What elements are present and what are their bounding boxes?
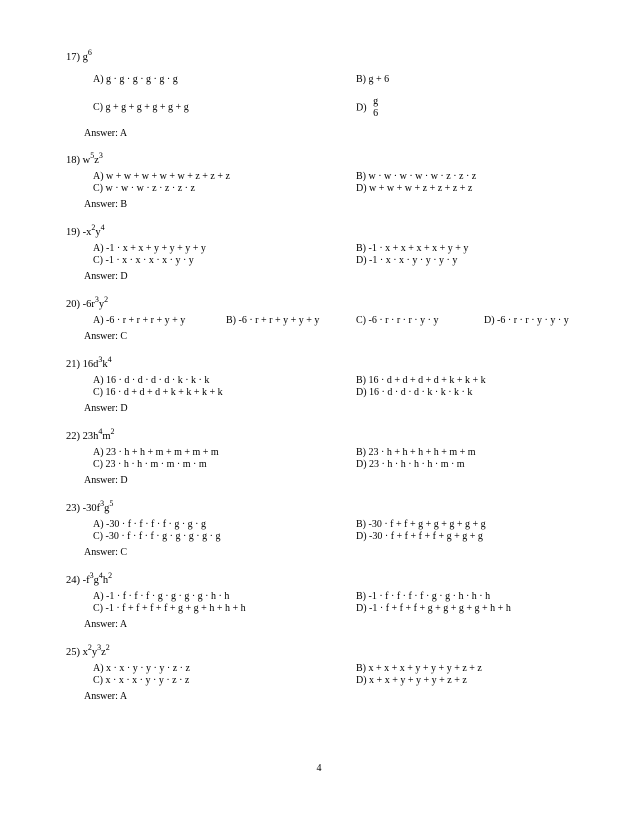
exponent: 3 [98, 151, 103, 160]
question-17 [66, 48, 586, 142]
option-b: B) -6 · r + r + y + y + y [226, 315, 320, 326]
fraction-numerator: g [373, 96, 379, 107]
question-expression [82, 643, 110, 658]
variable-base: h [102, 575, 109, 586]
variable-base: r [91, 299, 95, 310]
fraction-denominator: 6 [373, 108, 379, 119]
answer-label: Answer: [84, 475, 118, 486]
option-a: A) x · x · y · y · y · z · z [93, 663, 190, 674]
answer-value: C [120, 547, 128, 558]
question-18-prompt [66, 151, 103, 166]
exponent: 4 [98, 427, 103, 436]
exponent: 3 [98, 355, 103, 364]
question-number: 23) [66, 503, 80, 514]
answer-label: Answer: [84, 619, 118, 630]
answer-line [84, 619, 127, 630]
option-c: C) -1 · x · x · x · x · y · y [93, 255, 194, 266]
variable-base: x [82, 647, 88, 658]
answer-value: B [120, 199, 128, 210]
answer-value: A [119, 128, 128, 139]
coefficient: - [82, 575, 87, 586]
question-25-prompt [66, 643, 110, 658]
option-d: D) 23 · h · h · h · h · m · m [356, 459, 465, 470]
answer-value: A [119, 691, 128, 702]
answer-line [84, 331, 127, 342]
coefficient: - [82, 227, 87, 238]
option-a: A) g · g · g · g · g · g [93, 74, 178, 85]
answer-label: Answer: [84, 403, 118, 414]
answer-value: D [120, 271, 128, 282]
question-expression [82, 355, 112, 370]
answer-label: Answer: [84, 199, 118, 210]
coefficient: 16 [82, 359, 94, 370]
question-21 [66, 355, 586, 419]
question-number: 19) [66, 227, 80, 238]
option-d: D) -30 · f + f + f + f + g + g + g [356, 531, 483, 542]
question-23 [66, 499, 586, 563]
question-expression [82, 48, 92, 63]
answer-label: Answer: [84, 128, 118, 139]
question-23-prompt [66, 499, 114, 514]
question-number: 25) [66, 647, 80, 658]
answer-value: A [119, 619, 128, 630]
variable-base: m [102, 431, 111, 442]
answer-value: D [120, 475, 128, 486]
question-24-prompt [66, 571, 113, 586]
question-20 [66, 295, 586, 349]
answer-line [84, 691, 127, 702]
option-d: D) -1 · f + f + f + g + g + g + g + h + h [356, 603, 511, 614]
option-c: C) -1 · f + f + f + f + g + g + h + h + h [93, 603, 246, 614]
question-22 [66, 427, 586, 491]
question-number: 24) [66, 575, 80, 586]
exponent: 3 [94, 295, 99, 304]
variable-base: y [95, 227, 101, 238]
answer-label: Answer: [84, 691, 118, 702]
question-25 [66, 643, 586, 707]
question-number: 21) [66, 359, 80, 370]
exponent: 2 [104, 295, 109, 304]
exponent: 4 [107, 355, 112, 364]
option-c: C) -30 · f · f · f · g · g · g · g · g [93, 531, 221, 542]
variable-base: y [91, 647, 98, 658]
variable-base: y [98, 299, 105, 310]
option-c: C) 23 · h · h · m · m · m · m [93, 459, 207, 470]
exponent: 2 [91, 223, 96, 232]
option-a: A) w + w + w + w + w + z + z + z [93, 171, 230, 182]
exponent: 5 [109, 499, 114, 508]
exponent: 2 [105, 643, 110, 652]
answer-line [84, 199, 127, 210]
question-20-prompt [66, 295, 109, 310]
variable-base: w [82, 155, 91, 166]
question-22-prompt [66, 427, 115, 442]
exponent: 3 [100, 499, 105, 508]
variable-base: g [104, 503, 110, 514]
exponent: 3 [89, 571, 94, 580]
variable-base: k [102, 359, 108, 370]
option-c: C) g + g + g + g + g + g [93, 102, 189, 113]
question-number: 22) [66, 431, 80, 442]
variable-base: f [96, 503, 101, 514]
option-b: B) -1 · f · f · f · f · g · g · h · h · h [356, 591, 491, 602]
exponent: 6 [87, 48, 92, 57]
answer-value: C [120, 331, 128, 342]
answer-label: Answer: [84, 547, 118, 558]
coefficient: 23 [82, 431, 94, 442]
variable-base: f [86, 575, 90, 586]
answer-label: Answer: [84, 331, 118, 342]
answer-label: Answer: [84, 271, 118, 282]
option-b: B) w · w · w · w · w · z · z · z [356, 171, 477, 182]
answer-line [84, 547, 127, 558]
variable-base: g [82, 52, 88, 63]
exponent: 2 [110, 427, 115, 436]
option-b: B) g + 6 [356, 74, 390, 85]
answer-line [84, 128, 127, 139]
fraction [373, 96, 378, 120]
question-expression [82, 427, 115, 442]
option-a: A) 16 · d · d · d · d · k · k · k [93, 375, 210, 386]
question-number: 18) [66, 155, 80, 166]
variable-base: x [86, 227, 92, 238]
coefficient: -30 [82, 503, 97, 514]
option-b: B) x + x + x + y + y + y + z + z [356, 663, 482, 674]
question-21-prompt [66, 355, 112, 370]
question-number: 20) [66, 299, 80, 310]
option-d: D) -1 · x · x · y · y · y · y [356, 255, 458, 266]
exponent: 4 [98, 571, 103, 580]
option-a: A) -1 · f · f · f · g · g · g · g · h · h [93, 591, 230, 602]
exponent: 5 [90, 151, 95, 160]
option-b: B) 16 · d + d + d + d + k + k + k [356, 375, 486, 386]
option-a: A) -6 · r + r + r + y + y [93, 315, 186, 326]
option-d: D) w + w + w + z + z + z + z [356, 183, 473, 194]
variable-base: d [93, 359, 99, 370]
exponent: 4 [100, 223, 105, 232]
option-b: B) -30 · f + f + g + g + g + g + g [356, 519, 486, 530]
option-d [356, 96, 378, 120]
question-19-prompt [66, 223, 105, 238]
option-b: B) -1 · x + x + x + x + y + y [356, 243, 469, 254]
option-d: D) x + x + y + y + y + z + z [356, 675, 467, 686]
question-17-prompt [66, 48, 92, 63]
question-19 [66, 223, 586, 287]
question-number: 17) [66, 52, 80, 63]
answer-line [84, 403, 128, 414]
option-a: A) -30 · f · f · f · f · g · g · g [93, 519, 207, 530]
variable-base: h [93, 431, 99, 442]
answer-value: D [120, 403, 128, 414]
question-expression [82, 223, 105, 238]
exponent: 2 [87, 643, 92, 652]
answer-line [84, 271, 128, 282]
option-d-label: D) [356, 102, 367, 114]
option-b: B) 23 · h + h + h + h + m + m [356, 447, 476, 458]
exponent: 2 [108, 571, 113, 580]
option-d: D) -6 · r · r · y · y · y [484, 315, 569, 326]
variable-base: z [94, 155, 99, 166]
question-18 [66, 151, 586, 215]
question-expression [82, 499, 114, 514]
coefficient: -6 [82, 299, 92, 310]
option-c: C) 16 · d + d + d + k + k + k + k [93, 387, 223, 398]
option-d: D) 16 · d · d · d · k · k · k · k [356, 387, 473, 398]
variable-base: g [93, 575, 99, 586]
question-expression [82, 571, 113, 586]
option-c: C) w · w · w · z · z · z · z [93, 183, 195, 194]
page-number: 4 [316, 763, 322, 774]
option-a: A) 23 · h + h + m + m + m + m [93, 447, 219, 458]
question-expression [82, 295, 109, 310]
question-expression [82, 151, 103, 166]
variable-base: z [101, 647, 106, 658]
exponent: 3 [97, 643, 102, 652]
option-c: C) -6 · r · r · r · y · y [356, 315, 439, 326]
answer-line [84, 475, 128, 486]
option-c: C) x · x · x · y · y · z · z [93, 675, 190, 686]
option-a: A) -1 · x + x + y + y + y + y [93, 243, 206, 254]
question-24 [66, 571, 586, 635]
